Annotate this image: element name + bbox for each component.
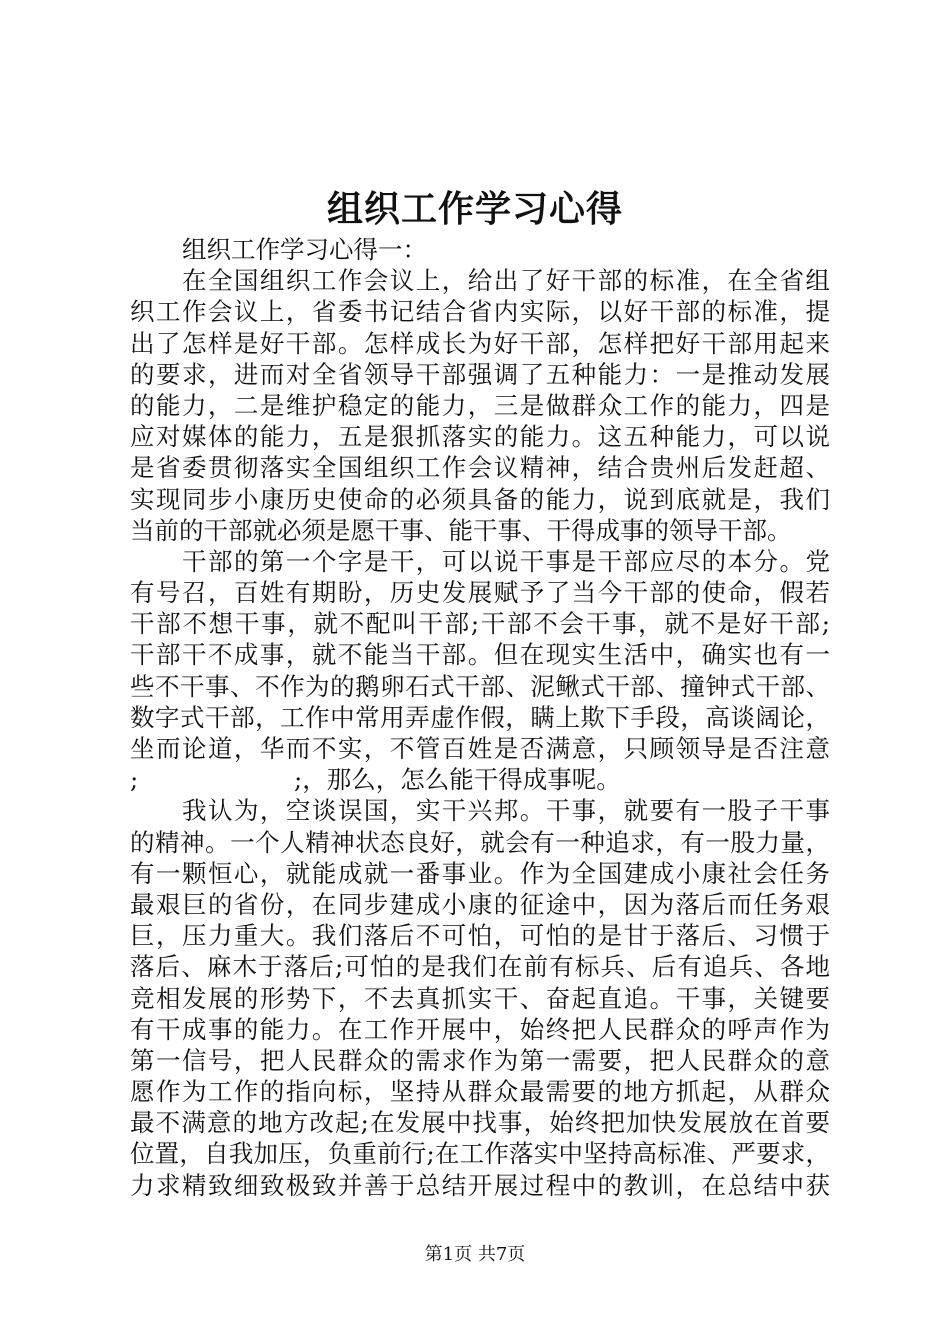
text-line: 有号召，百姓有期盼，历史发展赋予了当今干部的使命，假若 (130, 578, 830, 608)
text-line: 实现同步小康历史使命的必须具备的能力，说到底就是，我们 (130, 484, 830, 514)
text-line: 织工作会议上，省委书记结合省内实际，以好干部的标准，提 (130, 297, 830, 327)
page-footer: 第1页 共7页 (424, 1244, 526, 1265)
text-line: 有一颗恒心，就能成就一番事业。作为全国建成小康社会任务 (130, 858, 830, 888)
text-line: 应对媒体的能力，五是狠抓落实的能力。这五种能力，可以说 (130, 422, 830, 452)
text-line: 最艰巨的省份，在同步建成小康的征途中，因为落后而任务艰 (130, 889, 830, 919)
text-line: 当前的干部就必须是愿干事、能干事、干得成事的领导干部。 (130, 515, 792, 545)
text-line: 是省委贯彻落实全国组织工作会议精神，结合贵州后发赶超、 (130, 453, 830, 483)
text-line: 第一信号，把人民群众的需求作为第一需要，把人民群众的意 (130, 1045, 830, 1075)
text-line: 的能力，二是维护稳定的能力，三是做群众工作的能力，四是 (130, 390, 830, 420)
text-line: 有干成事的能力。在工作开展中，始终把人民群众的呼声作为 (130, 1014, 830, 1044)
text-line: 的要求，进而对全省领导干部强调了五种能力：一是推动发展 (130, 359, 830, 389)
text-line: 些不干事、不作为的鹅卵石式干部、泥鳅式干部、撞钟式干部、 (130, 671, 830, 701)
text-line: 数字式干部，工作中常用弄虚作假，瞒上欺下手段，高谈阔论， (130, 702, 830, 732)
text-line: 在全国组织工作会议上，给出了好干部的标准，在全省组 (182, 266, 830, 296)
text-line: 落后、麻木于落后;可怕的是我们在前有标兵、后有追兵、各地 (130, 952, 830, 982)
text-line: 我认为，空谈误国，实干兴邦。干事，就要有一股子干事 (182, 796, 830, 826)
text-line: 巨，压力重大。我们落后不可怕，可怕的是甘于落后、习惯于 (130, 921, 830, 951)
text-line: 出了怎样是好干部。怎样成长为好干部，怎样把好干部用起来 (130, 328, 830, 358)
text-line: 最不满意的地方改起;在发展中找事，始终把加快发展放在首要 (130, 1108, 830, 1138)
text-line: 坐而论道，华而不实，不管百姓是否满意，只顾领导是否注意 (130, 734, 830, 763)
text-line: 干部干不成事，就不能当干部。但在现实生活中，确实也有一 (130, 640, 830, 670)
text-line: 力求精致细致极致并善于总结开展过程中的教训，在总结中获 (130, 1170, 830, 1200)
text-line: 的精神。一个人精神状态良好，就会有一种追求，有一股力量， (130, 827, 830, 857)
text-line: 干部不想干事，就不配叫干部;干部不会干事，就不是好干部; (130, 609, 830, 639)
text-line: ; ;，那么，怎么能干得成事呢。 (130, 765, 621, 795)
document-body (130, 234, 830, 1201)
text-line: 愿作为工作的指向标，坚持从群众最需要的地方抓起，从群众 (130, 1077, 830, 1107)
text-line: 干部的第一个字是干，可以说干事是干部应尽的本分。党 (182, 546, 830, 576)
document-title: 组织工作学习心得 (326, 188, 623, 230)
text-line: 组织工作学习心得一： (182, 235, 427, 264)
text-line: 竞相发展的形势下，不去真抓实干、奋起直追。干事，关键要 (130, 983, 830, 1013)
text-line: 位置，自我加压，负重前行;在工作落实中坚持高标准、严要求， (130, 1139, 830, 1169)
